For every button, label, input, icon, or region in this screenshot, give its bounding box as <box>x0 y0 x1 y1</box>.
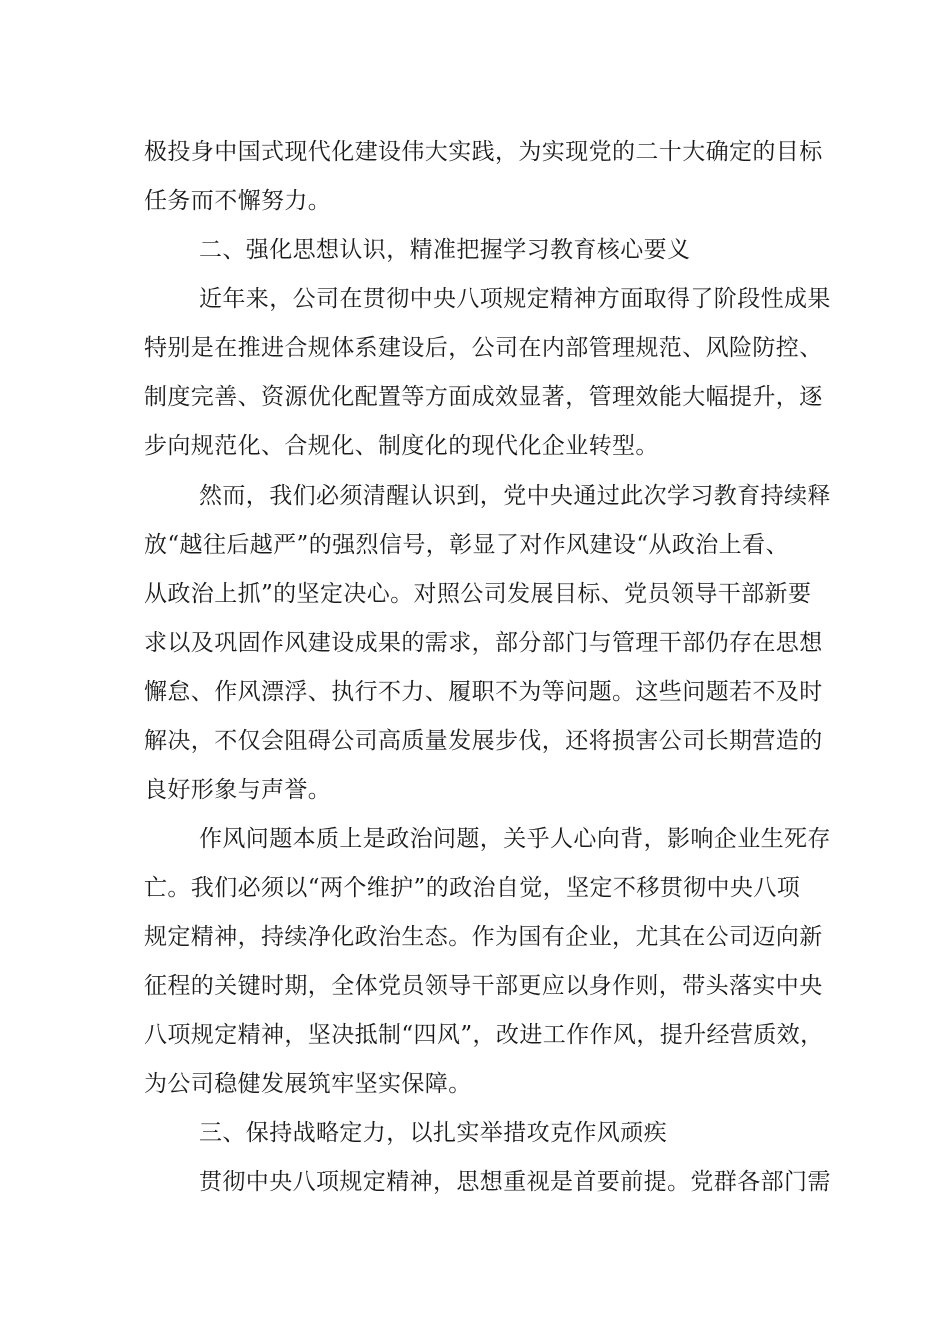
text-line: 亡。我们必须以“两个维护”的政治自觉，坚定不移贯彻中央八项 <box>144 875 801 901</box>
text-line: 良好形象与声誉。 <box>144 777 332 803</box>
text-line: 解决，不仅会阻碍公司高质量发展步伐，还将损害公司长期营造的 <box>144 728 823 754</box>
text-line: 任务而不懈努力。 <box>144 188 332 214</box>
text-line: 制度完善、资源优化配置等方面成效显著，管理效能大幅提升，逐 <box>144 384 823 410</box>
text-line: 懈怠、作风漂浮、执行不力、履职不为等问题。这些问题若不及时 <box>144 679 823 705</box>
text-line: 然而，我们必须清醒认识到，党中央通过此次学习教育持续释 <box>199 483 831 509</box>
section-heading: 三、保持战略定力，以扎实举措攻克作风顽疾 <box>199 1120 667 1146</box>
text-line: 特别是在推进合规体系建设后，公司在内部管理规范、风险防控、 <box>144 335 823 361</box>
text-line: 极投身中国式现代化建设伟大实践，为实现党的二十大确定的目标 <box>144 139 823 165</box>
text-line: 步向规范化、合规化、制度化的现代化企业转型。 <box>144 433 659 459</box>
text-line: 规定精神，持续净化政治生态。作为国有企业，尤其在公司迈向新 <box>144 924 823 950</box>
text-line: 贯彻中央八项规定精神，思想重视是首要前提。党群各部门需 <box>199 1169 831 1195</box>
text-line: 为公司稳健发展筑牢坚实保障。 <box>144 1071 472 1097</box>
section-heading: 二、强化思想认识，精准把握学习教育核心要义 <box>199 237 691 263</box>
text-line: 作风问题本质上是政治问题，关乎人心向背，影响企业生死存 <box>199 826 831 852</box>
text-line: 从政治上抓”的坚定决心。对照公司发展目标、党员领导干部新要 <box>144 581 812 607</box>
text-line: 近年来，公司在贯彻中央八项规定精神方面取得了阶段性成果 <box>199 286 831 312</box>
text-line: 征程的关键时期，全体党员领导干部更应以身作则，带头落实中央 <box>144 973 823 999</box>
text-line: 八项规定精神，坚决抵制“四风”，改进工作作风，提升经营质效， <box>144 1022 824 1048</box>
text-line: 求以及巩固作风建设成果的需求，部分部门与管理干部仍存在思想 <box>144 630 823 656</box>
text-line: 放“越往后越严”的强烈信号，彰显了对作风建设“从政治上看、 <box>144 532 789 558</box>
